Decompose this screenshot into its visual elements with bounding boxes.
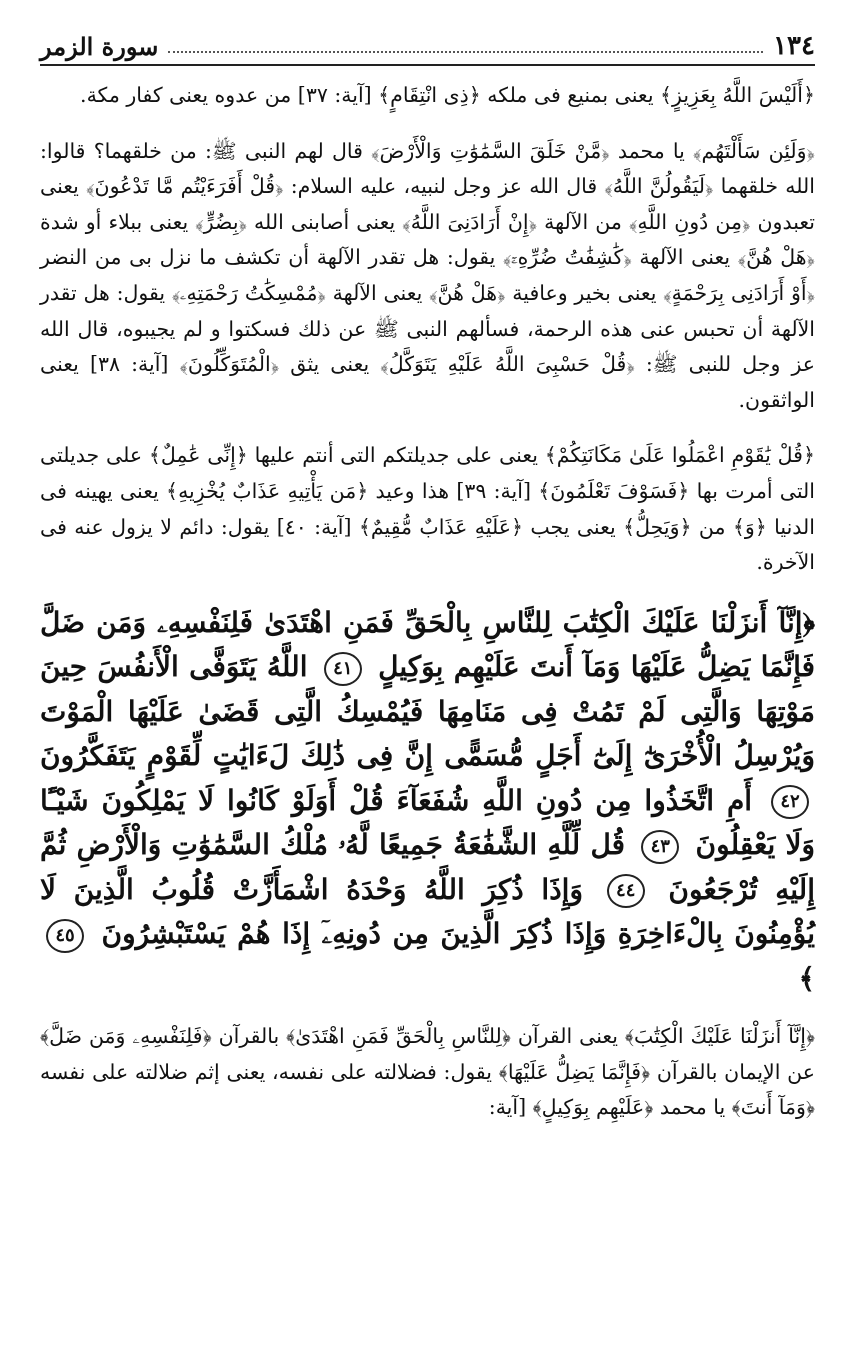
header-dotted-leader xyxy=(168,51,763,53)
commentary-section-3 xyxy=(40,438,815,580)
verse-text: أَمِ اتَّخَذُوا مِن دُونِ اللَّهِ شُفَعَآءَ قُلْ أَوَلَوْ كَانُوا لَا يَمْلِكُونَ شَيْـًٔا وَلَا يَعْقِلُونَ xyxy=(40,783,816,862)
page-number: ١٣٤ xyxy=(773,31,815,61)
verse-number-marker: ٤٣ xyxy=(641,830,679,864)
commentary-paragraph: ﴿قُلْ يَٰقَوْمِ اعْمَلُوا عَلَىٰ مَكَانَتِكُمْ﴾ يعنى على جديلتكم التى أنتم عليها ﴿إِنِّى عَٰمِلٌ﴾ على جديلتى التى أمرت بها ﴿فَسَوْفَ تَعْلَمُونَ﴾ [آية: ٣٩] هذا وعيد ﴿مَن يَأْتِيهِ عَذَابٌ يُخْزِيهِ﴾ يعنى يهينه فى الدنيا ﴿وَ﴾ من ﴿وَيَحِلُّ﴾ يعنى يجب ﴿عَلَيْهِ عَذَابٌ مُّقِيمٌ﴾ [آية: ٤٠] يقول: دائم لا يزول عنه فى الآخرة. xyxy=(40,443,815,575)
surah-title: سورة الزمر xyxy=(40,31,159,61)
verse-number-marker: ٤٥ xyxy=(46,919,84,953)
commentary-section-4 xyxy=(40,1019,815,1126)
verse-text: قُل لِّلَّهِ الشَّفَٰعَةُ جَمِيعًا لَّهُۥ مُلْكُ السَّمَٰوَٰتِ وَالْأَرْضِ ثُمَّ إِلَيْهِ تُرْجَعُونَ xyxy=(40,828,815,906)
commentary-paragraph: ﴿وَلَئِن سَأَلْتَهُم﴾ يا محمد ﴿مَّنْ خَلَقَ السَّمَٰوَٰتِ وَالْأَرْضَ﴾ قال لهم النبى ﷺ: من خلقهما؟ قالوا: الله خلقهما ﴿لَيَقُولُنَّ اللَّهُ﴾ قال الله عز وجل لنبيه، عليه السلام: ﴿قُلْ أَفَرَءَيْتُم مَّا تَدْعُونَ﴾ يعنى تعبدون ﴿مِن دُونِ اللَّهِ﴾ من الآلهة ﴿إِنْ أَرَادَنِىَ اللَّهُ﴾ يعنى أصابنى الله ﴿بِضُرٍّ﴾ يعنى ببلاء أو شدة ﴿هَلْ هُنَّ﴾ يعنى الآلهة ﴿كَٰشِفَٰتُ ضُرِّهِۦٓ﴾ يقول: هل تقدر الآلهة أن تكشف ما نزل بى من النضر ﴿أَوْ أَرَادَنِى بِرَحْمَةٍ﴾ يعنى بخير وعافية ﴿هَلْ هُنَّ﴾ يعنى الآلهة ﴿مُمْسِكَٰتُ رَحْمَتِهِۦ﴾ يقول: هل تقدر الآلهة أن تحبس عنى هذه الرحمة، فسألهم النبى ﷺ عن ذلك فسكتوا و لم يجيبوه، قال الله عز وجل للنبى ﷺ: ﴿قُلْ حَسْبِىَ اللَّهُ عَلَيْهِ يَتَوَكَّلُ﴾ يعنى يثق ﴿الْمُتَوَكِّلُونَ﴾ [آية: ٣٨] يعنى الواثقون. xyxy=(40,138,815,412)
verse-text: وَإِذَا ذُكِرَ اللَّهُ وَحْدَهُ اشْمَأَزَّتْ قُلُوبُ الَّذِينَ لَا يُؤْمِنُونَ بِالْءَاخِرَةِ وَإِذَا ذُكِرَ الَّذِينَ مِن دُونِهِۦٓ إِذَا هُمْ يَسْتَبْشِرُونَ xyxy=(40,872,815,951)
quran-verses-block xyxy=(40,601,815,1002)
commentary-section-1 xyxy=(40,78,815,114)
verse-text: اللَّهُ يَتَوَفَّى الْأَنفُسَ حِينَ مَوْتِهَا وَالَّتِى لَمْ تَمُتْ فِى مَنَامِهَا فَيُمْسِكُ الَّتِى قَضَىٰ عَلَيْهَا الْمَوْتَ وَيُرْسِلُ الْأُخْرَىٰٓ إِلَىٰٓ أَجَلٍ مُّسَمًّى إِنَّ فِى ذَٰلِكَ لَءَايَٰتٍ لِّقَوْمٍ يَتَفَكَّرُونَ xyxy=(40,650,815,773)
commentary-paragraph: ﴿أَلَيْسَ اللَّهُ بِعَزِيزٍ﴾ يعنى بمنيع فى ملكه ﴿ذِى انْتِقَامٍ﴾ [آية: ٣٧] من عدوه يعنى كفار مكة. xyxy=(80,83,815,107)
page-header xyxy=(40,28,815,66)
verse-text: ﴿إِنَّآ أَنزَلْنَا عَلَيْكَ الْكِتَٰبَ لِلنَّاسِ بِالْحَقِّ فَمَنِ اهْتَدَىٰ فَلِنَفْسِهِۦ وَمَن ضَلَّ فَإِنَّمَا يَضِلُّ عَلَيْهَا وَمَآ أَنتَ عَلَيْهِم بِوَكِيلٍ xyxy=(40,605,815,684)
verse-number-marker: ٤٢ xyxy=(771,785,809,819)
commentary-paragraph: ﴿إِنَّآ أَنزَلْنَا عَلَيْكَ الْكِتَٰبَ﴾ يعنى القرآن ﴿لِلنَّاسِ بِالْحَقِّ فَمَنِ اهْتَدَىٰ﴾ بالقرآن ﴿فَلِنَفْسِهِۦ وَمَن ضَلَّ﴾ عن الإيمان بالقرآن ﴿فَإِنَّمَا يَضِلُّ عَلَيْهَا﴾ يقول: فضلالته على نفسه، يعنى إثم ضلالته على نفسه ﴿وَمَآ أَنتَ﴾ يا محمد ﴿عَلَيْهِم بِوَكِيلٍ﴾ [آية: xyxy=(40,1024,815,1120)
verse-number-marker: ٤١ xyxy=(324,652,362,686)
verse-number-marker: ٤٤ xyxy=(607,874,645,908)
commentary-section-2 xyxy=(40,134,815,419)
verse-close-bracket: ﴾ xyxy=(798,961,815,995)
